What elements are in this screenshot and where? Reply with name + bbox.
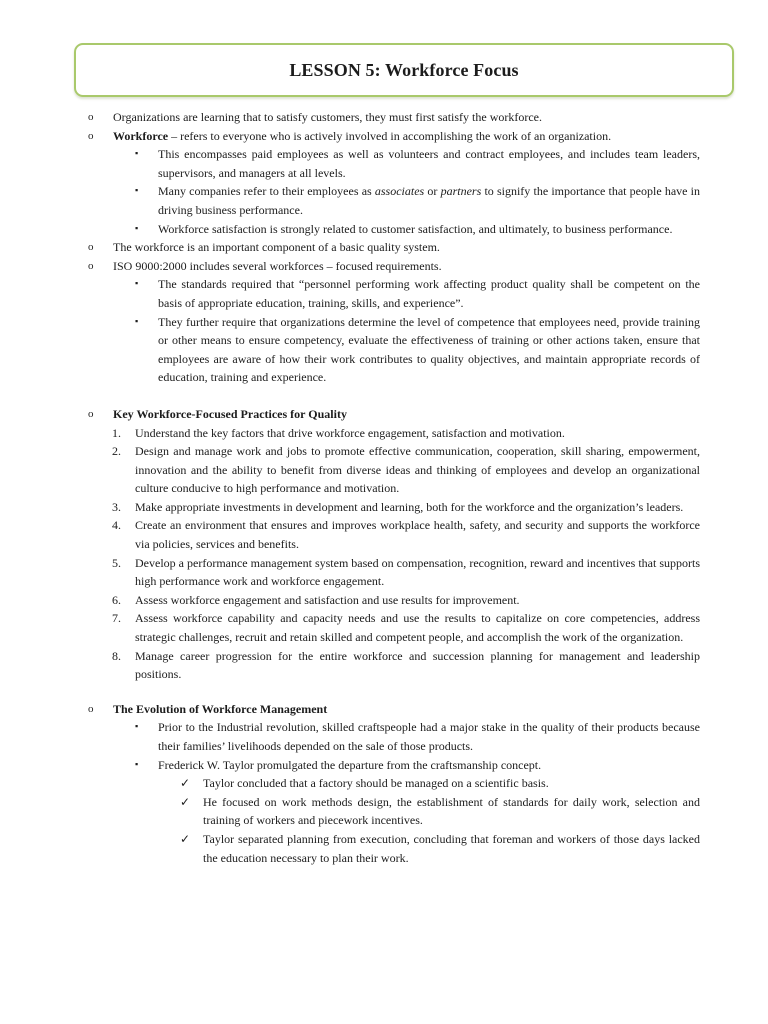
numbered-list-item [88, 647, 700, 684]
checkmark-icon: ✓ [180, 776, 191, 791]
list-item-text: Develop a performance management system based on compensation, recognition, reward and incentives that supports high performance work and workforce engagement. [135, 555, 700, 589]
sub-bullet-item [88, 220, 700, 239]
section-heading [88, 700, 700, 719]
paragraph-text: Workforce satisfaction is strongly related to customer satisfaction, and ultimately, to business performance. [158, 221, 673, 236]
term-partners: partners [440, 184, 482, 199]
term-associates: associates [374, 184, 425, 199]
square-bullet-icon: ▪ [135, 278, 139, 289]
paragraph-text: Frederick W. Taylor promulgated the departure from the craftsmanship concept. [158, 757, 542, 772]
heading-text: The Evolution of Workforce Management [113, 701, 328, 716]
sub-bullet-item [88, 313, 700, 387]
list-number: 5. [112, 555, 121, 570]
page-title: LESSON 5: Workforce Focus [289, 59, 519, 80]
checkmark-icon: ✓ [180, 831, 191, 846]
numbered-list-item [88, 442, 700, 498]
check-list-item [88, 830, 700, 867]
list-item-text: Assess workforce capability and capacity needs and use the results to capitalize on core competencies, address strategic challenges, recruit and retain skilled and competent people, and accomplish the work of the organization. [135, 611, 700, 645]
numbered-list-item [88, 516, 700, 553]
square-bullet-icon: ▪ [135, 721, 139, 732]
numbered-list-item [88, 591, 700, 610]
sub-bullet-item [88, 756, 700, 775]
list-number: 8. [112, 648, 121, 663]
numbered-list [88, 424, 700, 684]
list-item-text: Create an environment that ensures and improves workplace health, safety, and security and supports the workforce via policies, services and benefits. [135, 518, 700, 552]
list-number: 4. [112, 518, 121, 533]
numbered-list-item [88, 609, 700, 646]
numbered-list-item [88, 498, 700, 517]
list-item-text: Taylor concluded that a factory should be managed on a scientific basis. [203, 776, 549, 791]
paragraph-text: Many companies refer to their employees as [158, 184, 375, 199]
numbered-list-item [88, 554, 700, 591]
paragraph-text: ISO 9000:2000 includes several workforces – focused requirements. [113, 258, 442, 273]
list-item-text: Manage career progression for the entire workforce and succession planning for management and leadership positions. [135, 648, 700, 682]
square-bullet-icon: ▪ [135, 315, 139, 326]
heading-text: Key Workforce-Focused Practices for Quality [113, 406, 347, 421]
sub-bullet-item [88, 182, 700, 219]
list-item-text: Understand the key factors that drive workforce engagement, satisfaction and motivation. [135, 425, 565, 440]
list-number: 1. [112, 425, 121, 440]
lesson-title-box [74, 43, 734, 97]
square-bullet-icon: ▪ [135, 148, 139, 159]
paragraph-text: The standards required that “personnel performing work affecting product quality shall be competent on the basis of appropriate education, training, skills, and experience”. [158, 277, 700, 310]
spacer [88, 387, 700, 405]
circle-bullet-icon: o [88, 702, 94, 715]
list-item-text: He focused on work methods design, the establishment of standards for daily work, selection and training of workers and piecework incentives. [203, 794, 700, 828]
paragraph-text: Prior to the Industrial revolution, skilled craftspeople had a major stake in the quality of their products because their families’ livelihoods depended on the sale of those products. [158, 720, 700, 753]
paragraph-text: or [424, 184, 441, 199]
sub-bullet-item [88, 718, 700, 755]
paragraph-text: The workforce is an important component of a basic quality system. [113, 240, 440, 255]
term-workforce: Workforce [113, 128, 169, 143]
list-item-text: Taylor separated planning from execution, concluding that foreman and workers of those days lacked the education necessary to plan their work. [203, 831, 700, 865]
circle-bullet-icon: o [88, 241, 94, 254]
list-number: 7. [112, 611, 121, 626]
paragraph-text: – refers to everyone who is actively involved in accomplishing the work of an organization. [168, 128, 612, 143]
paragraph-text: Organizations are learning that to satisfy customers, they must first satisfy the workforce. [113, 110, 542, 124]
list-number: 2. [112, 444, 121, 459]
list-item-text: Make appropriate investments in development and learning, both for the workforce and the organization’s leaders. [135, 499, 684, 514]
circle-bullet-icon: o [88, 129, 94, 142]
check-list [88, 774, 700, 867]
sub-bullet-item [88, 145, 700, 182]
paragraph-text: This encompasses paid employees as well as volunteers and contract employees, and includes team leaders, supervisors, and managers at all levels. [158, 147, 700, 180]
checkmark-icon: ✓ [180, 794, 191, 809]
check-list-item [88, 774, 700, 793]
sub-bullet-item [88, 275, 700, 312]
bullet-item [88, 257, 700, 276]
numbered-list-item [88, 424, 700, 443]
circle-bullet-icon: o [88, 407, 94, 420]
list-item-text: Assess workforce engagement and satisfaction and use results for improvement. [135, 592, 520, 607]
list-item-text: Design and manage work and jobs to promote effective communication, cooperation, skill sharing, empowerment, innovation and the ability to benefit from diverse ideas and thinking of employees and develop an organizational culture conducive to high performance and motivation. [135, 444, 700, 496]
bullet-item [88, 108, 700, 127]
circle-bullet-icon: o [88, 259, 94, 272]
paragraph-text: to signify the importance that people have in driving business performance. [158, 184, 701, 217]
circle-bullet-icon: o [88, 111, 94, 123]
list-number: 3. [112, 499, 121, 514]
check-list-item [88, 793, 700, 830]
bullet-item [88, 238, 700, 257]
section-heading [88, 405, 700, 424]
square-bullet-icon: ▪ [135, 185, 139, 196]
square-bullet-icon: ▪ [135, 222, 139, 233]
list-number: 6. [112, 592, 121, 607]
spacer [88, 684, 700, 700]
document-body [88, 108, 700, 867]
square-bullet-icon: ▪ [135, 758, 139, 769]
paragraph-text: They further require that organizations determine the level of competence that employees need, provide training or other means to ensure competency, evaluate the effectiveness of training or other actions taken, ensure that employees are aware of how their work contributes to quality objectives, and maintain appropriate records of education, training and experience. [158, 314, 700, 385]
bullet-item [88, 127, 700, 146]
